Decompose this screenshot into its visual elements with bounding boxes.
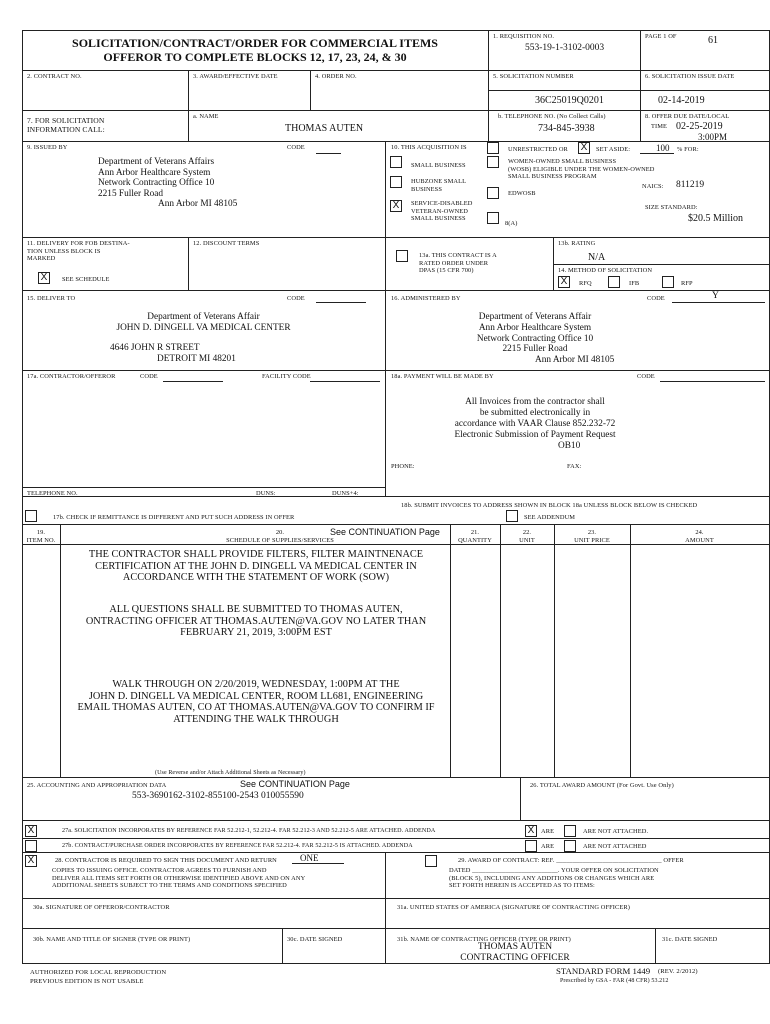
sdvosb-label: SERVICE-DISABLED VETERAN-OWNED SMALL BUSINESS — [411, 200, 473, 222]
unrestricted-label: UNRESTRICTED OR — [508, 146, 568, 153]
b4-label: 4. ORDER NO. — [315, 73, 357, 80]
b9-code-label: CODE — [287, 144, 305, 151]
b17a-code-label: CODE — [140, 373, 158, 380]
rule — [640, 30, 641, 141]
rule — [22, 237, 770, 238]
eight-a-label: 8(A) — [505, 220, 518, 227]
unrestricted-checkbox[interactable] — [487, 142, 499, 154]
b30c-label: 30c. DATE SIGNED — [287, 936, 343, 943]
schedule-footnote: (Use Reverse and/or Attach Additional Sheets as Necessary) — [155, 770, 306, 776]
b27a-checkbox[interactable]: X — [25, 825, 37, 837]
rfq-label: RFQ — [579, 280, 592, 287]
b8-time[interactable]: 3:00PM — [698, 132, 728, 142]
b15-code-label: CODE — [287, 295, 305, 302]
b28-text: COPIES TO ISSUING OFFICE. CONTRACTOR AGREES TO FURNISH AND DELIVER ALL ITEMS SET FORTH OR OTHERWISE IDENTIFIED ABOVE AND ON ANY ADDITIONAL SHEETS SUBJECT TO THE TERMS AND CONDITIONS SPECIFIED — [52, 867, 306, 889]
rule — [188, 237, 189, 290]
rule — [450, 524, 451, 777]
b8-label: 8. OFFER DUE DATE/LOCAL — [645, 113, 730, 120]
edwosb-checkbox[interactable] — [487, 187, 499, 199]
b8-time-label: TIME — [651, 123, 668, 130]
rule — [22, 898, 770, 899]
b15-street: 4646 JOHN R STREET — [110, 343, 200, 353]
b17a-code-line — [163, 381, 223, 382]
b13a-label: 13a. THIS CONTRACT IS A RATED ORDER UNDER DPAS (15 CFR 700) — [419, 252, 497, 274]
form-title: SOLICITATION/CONTRACT/ORDER FOR COMMERCIAL ITEMS — [72, 36, 438, 50]
b13b-value[interactable]: N/A — [588, 252, 606, 263]
page-label: PAGE 1 OF — [645, 33, 677, 40]
footer-prescribed: Prescribed by GSA - FAR (48 CFR) 53.212 — [560, 978, 669, 984]
border-bottom — [22, 963, 770, 964]
b7a-value[interactable]: THOMAS AUTEN — [285, 123, 364, 134]
schedule-paragraph-3: WALK THROUGH ON 2/20/2019, WEDNESDAY, 1:00PM AT THE JOHN D. DINGELL VA MEDICAL CENTER, ROOM LL681, ENGINEERING EMAIL THOMAS AUTEN, CO AT THOMAS.AUTEN@VA.GOV TO CONFIRM IF ATTENDING THE WALK THROUGH — [77, 679, 435, 725]
rule — [22, 777, 770, 778]
b9-city: Ann Arbor MI 48105 — [158, 199, 238, 209]
b27b-are-label: ARE — [541, 843, 555, 850]
rule — [60, 524, 61, 777]
form-subtitle: OFFEROR TO COMPLETE BLOCKS 12, 17, 23, 24, & 30 — [103, 50, 407, 64]
size-standard-label: SIZE STANDARD: — [645, 204, 698, 211]
hubzone-checkbox[interactable] — [390, 176, 402, 188]
b25-value[interactable]: 553-3690162-3102-855100-2543 010055590 — [132, 791, 304, 801]
b18a-code-label: CODE — [637, 373, 655, 380]
b15-code-line — [316, 302, 366, 303]
rule — [22, 524, 770, 525]
ifb-label: IFB — [629, 280, 640, 287]
b5-label: 5. SOLICITATION NUMBER — [493, 73, 574, 80]
b9-value: Department of Veterans Affairs Ann Arbor Healthcare System Network Contracting Office 10 2215 Fuller Road — [98, 157, 215, 199]
b31c-label: 31c. DATE SIGNED — [662, 936, 718, 943]
rule — [22, 928, 770, 929]
rule — [488, 30, 489, 141]
rule — [188, 70, 189, 141]
b18b-checkbox[interactable] — [506, 510, 518, 522]
b15-value: Department of Veterans Affair JOHN D. DINGELL VA MEDICAL CENTER — [116, 312, 291, 333]
b28-checkbox[interactable]: X — [25, 855, 37, 867]
rule — [22, 370, 770, 371]
b16-code[interactable]: Y — [712, 291, 719, 301]
rule — [22, 290, 770, 291]
set-aside-line — [640, 153, 674, 154]
b1-value[interactable]: 553-19-1-3102-0003 — [525, 43, 605, 53]
border-top — [22, 30, 770, 31]
b16-label: 16. ADMINISTERED BY — [391, 295, 461, 302]
b27b-are-checkbox[interactable] — [525, 840, 537, 852]
b17b-checkbox[interactable] — [25, 510, 37, 522]
col-schedule-note: See CONTINUATION Page — [330, 527, 440, 537]
rule — [553, 264, 770, 265]
naics-value[interactable]: 811219 — [676, 180, 705, 190]
footer-standard-form: STANDARD FORM 1449 — [556, 966, 651, 976]
set-aside-pct[interactable]: 100 — [656, 143, 670, 153]
schedule-paragraph-2: ALL QUESTIONS SHALL BE SUBMITTED TO THOMAS AUTEN, ONTRACTING OFFICER AT THOMAS.AUTEN@VA.GOV NO LATER THAN FEBRUARY 21, 2019, 3:00PM EST — [85, 604, 427, 639]
b31b-label: 31b. NAME OF CONTRACTING OFFICER (TYPE OR PRINT) — [397, 936, 571, 943]
b27b-not-attached-label: ARE NOT ATTACHED — [583, 843, 647, 850]
b9-code-line — [316, 153, 341, 154]
b31b-value: THOMAS AUTEN CONTRACTING OFFICER — [460, 942, 570, 963]
eight-a-checkbox[interactable] — [487, 212, 499, 224]
b14-label: 14. METHOD OF SOLICITATION — [558, 267, 653, 274]
b12-label: 12. DISCOUNT TERMS — [193, 240, 260, 247]
rfp-label: RFP — [681, 280, 693, 287]
duns-label: DUNS: — [256, 490, 276, 497]
b5-value[interactable]: 36C25019Q0201 — [535, 95, 604, 106]
page-total: 61 — [708, 35, 718, 46]
rule — [310, 70, 311, 110]
b16-code-label: CODE — [647, 295, 665, 302]
rule — [488, 90, 770, 91]
b7b-label: b. TELEPHONE NO. (No Collect Calls) — [498, 113, 606, 120]
rule — [385, 852, 386, 963]
b17b-label: 17b. CHECK IF REMITTANCE IS DIFFERENT AND PUT SUCH ADDRESS IN OFFER — [53, 514, 295, 521]
wosb-checkbox[interactable] — [487, 156, 499, 168]
b15-city: DETROIT MI 48201 — [157, 354, 236, 364]
b29-text: DATED __________________________. YOUR OFFER ON SOLICITATION (BLOCK 5), INCLUDING ANY ADDITIONS OR CHANGES WHICH ARE SET FORTH HEREIN IS ACCEPTED AS TO ITEMS: — [449, 867, 659, 889]
footer-left: AUTHORIZED FOR LOCAL REPRODUCTION PREVIOUS EDITION IS NOT USABLE — [30, 969, 167, 985]
b13a-checkbox[interactable] — [396, 250, 408, 262]
b11-checkbox[interactable]: X — [38, 272, 50, 284]
b6-value[interactable]: 02-14-2019 — [658, 95, 705, 106]
telephone-label: TELEPHONE NO. — [27, 490, 78, 497]
b31a-label: 31a. UNITED STATES OF AMERICA (SIGNATURE OF CONTRACTING OFFICER) — [397, 904, 630, 911]
b18a-label: 18a. PAYMENT WILL BE MADE BY — [391, 373, 494, 380]
small-business-label: SMALL BUSINESS — [411, 162, 466, 169]
b25-note: See CONTINUATION Page — [240, 779, 350, 789]
border-left — [22, 30, 23, 963]
rule — [22, 496, 770, 497]
sdvosb-checkbox[interactable]: X — [390, 200, 402, 212]
rule — [554, 524, 555, 777]
rule — [500, 524, 501, 777]
rule — [22, 141, 770, 142]
schedule-paragraph-1: THE CONTRACTOR SHALL PROVIDE FILTERS, FILTER MAINTNENACE CERTIFICATION AT THE JOHN D. DINGELL VA MEDICAL CENTER IN ACCORDANCE WITH THE STATEMENT OF WORK (SOW) — [88, 549, 424, 584]
b8-date[interactable]: 02-25-2019 — [676, 121, 723, 132]
col-quantity: 21. QUANTITY — [458, 529, 492, 544]
duns4-label: DUNS+4: — [332, 490, 359, 497]
rule — [22, 487, 385, 488]
col-unit-price: 23. UNIT PRICE — [574, 529, 610, 544]
b7b-value[interactable]: 734-845-3938 — [538, 123, 595, 134]
rule — [22, 838, 770, 839]
b1-label: 1. REQUISITION NO. — [493, 33, 555, 40]
b27a-are-checkbox[interactable]: X — [525, 825, 537, 837]
rule — [22, 110, 770, 111]
b3-label: 3. AWARD/EFFECTIVE DATE — [193, 73, 278, 80]
size-standard-value[interactable]: $20.5 Million — [688, 213, 744, 224]
pct-for-label: % FOR: — [677, 146, 699, 153]
b28-copies[interactable]: ONE — [300, 853, 319, 863]
col-unit: 22. UNIT — [519, 529, 535, 544]
b9-label: 9. ISSUED BY — [27, 144, 68, 151]
b16-code-line — [672, 302, 765, 303]
rfq-checkbox[interactable]: X — [558, 276, 570, 288]
b30b-label: 30b. NAME AND TITLE OF SIGNER (TYPE OR PRINT) — [33, 936, 191, 943]
b11-label: 11. DELIVERY FOR FOB DESTINA- TION UNLESS BLOCK IS MARKED — [27, 240, 130, 262]
b27b-checkbox[interactable] — [25, 840, 37, 852]
rule — [282, 928, 283, 963]
rule — [520, 777, 521, 820]
b13b-label: 13b. RATING — [558, 240, 596, 247]
b28-copies-line — [292, 863, 344, 864]
b27b-label: 27b. CONTRACT/PURCHASE ORDER INCORPORATES BY REFERENCE FAR 52.212-4. FAR 52.212-5 IS ATTACHED. ADDENDA — [62, 843, 413, 849]
b27a-are-label: ARE — [541, 828, 555, 835]
b18b-label: 18b. SUBMIT INVOICES TO ADDRESS SHOWN IN BLOCK 18a UNLESS BLOCK BELOW IS CHECKED — [401, 502, 698, 509]
fax-label: FAX: — [567, 463, 582, 470]
b27a-label: 27a. SOLICITATION INCORPORATES BY REFERENCE FAR 52.212-1, 52.212-4. FAR 52.212-3 AND 52.212-5 ARE ATTACHED. ADDENDA — [62, 828, 436, 834]
b30a-label: 30a. SIGNATURE OF OFFEROR/CONTRACTOR — [33, 904, 170, 911]
b18a-code-line — [660, 381, 765, 382]
b11-schedule-label: SEE SCHEDULE — [62, 276, 110, 283]
b2-label: 2. CONTRACT NO. — [27, 73, 82, 80]
small-business-checkbox[interactable] — [390, 156, 402, 168]
naics-label: NAICS: — [642, 183, 664, 190]
b15-label: 15. DELIVER TO — [27, 295, 76, 302]
b16-city: Ann Arbor MI 48105 — [535, 355, 615, 365]
set-aside-label: SET ASIDE: — [596, 146, 631, 153]
phone-label: PHONE: — [391, 463, 415, 470]
b16-value: Department of Veterans Affair Ann Arbor Healthcare System Network Contracting Office 10 2215 Fuller Road — [476, 312, 594, 355]
b28-label: 28. CONTRACTOR IS REQUIRED TO SIGN THIS DOCUMENT AND RETURN — [55, 857, 277, 864]
b25-label: 25. ACCOUNTING AND APPROPRIATION DATA — [27, 782, 167, 789]
rule — [22, 820, 770, 821]
b18a-ob10: OB10 — [558, 441, 581, 451]
wosb-label: WOMEN-OWNED SMALL BUSINESS (WOSB) ELIGIBLE UNDER THE WOMEN-OWNED SMALL BUSINESS PROGRAM — [508, 158, 655, 180]
b7-label: 7. FOR SOLICITATION INFORMATION CALL: — [27, 116, 105, 134]
b27b-not-attached-checkbox[interactable] — [564, 840, 576, 852]
hubzone-label: HUBZONE SMALL BUSINESS — [411, 178, 467, 193]
col-amount: 24. AMOUNT — [685, 529, 714, 544]
rule — [22, 70, 770, 71]
edwosb-label: EDWOSB — [508, 190, 536, 197]
b6-label: 6. SOLICITATION ISSUE DATE — [645, 73, 735, 80]
b29-checkbox[interactable] — [425, 855, 437, 867]
footer-revision: (REV. 2/2012) — [658, 968, 698, 975]
b27a-not-attached-checkbox[interactable] — [564, 825, 576, 837]
col-item-no: 19. ITEM NO. — [26, 529, 56, 544]
b17a-label: 17a. CONTRACTOR/OFFEROR — [27, 373, 116, 380]
col-schedule: 20. SCHEDULE OF SUPPLIES/SERVICES — [226, 529, 334, 544]
facility-code-line — [310, 381, 380, 382]
b26-label: 26. TOTAL AWARD AMOUNT (For Govt. Use Only) — [530, 782, 674, 789]
facility-code-label: FACILITY CODE — [262, 373, 311, 380]
b18a-value: All Invoices from the contractor shall be submitted electronically in accordance with VAAR Clause 852.232-72 Electronic Submission of Payment Request — [454, 397, 616, 440]
rule — [22, 544, 770, 545]
set-aside-checkbox[interactable]: X — [578, 142, 590, 154]
see-addendum-label: SEE ADDENDUM — [524, 514, 576, 521]
b7a-label: a. NAME — [193, 113, 219, 120]
b27a-not-attached-label: ARE NOT ATTACHED. — [583, 828, 649, 835]
rule — [22, 852, 770, 853]
rule — [655, 928, 656, 963]
rfp-checkbox[interactable] — [662, 276, 674, 288]
rule — [630, 524, 631, 777]
b10-label: 10. THIS ACQUISITION IS — [391, 144, 467, 151]
ifb-checkbox[interactable] — [608, 276, 620, 288]
b29-label: 29. AWARD OF CONTRACT: REF. ________________________________ OFFER — [458, 857, 684, 864]
